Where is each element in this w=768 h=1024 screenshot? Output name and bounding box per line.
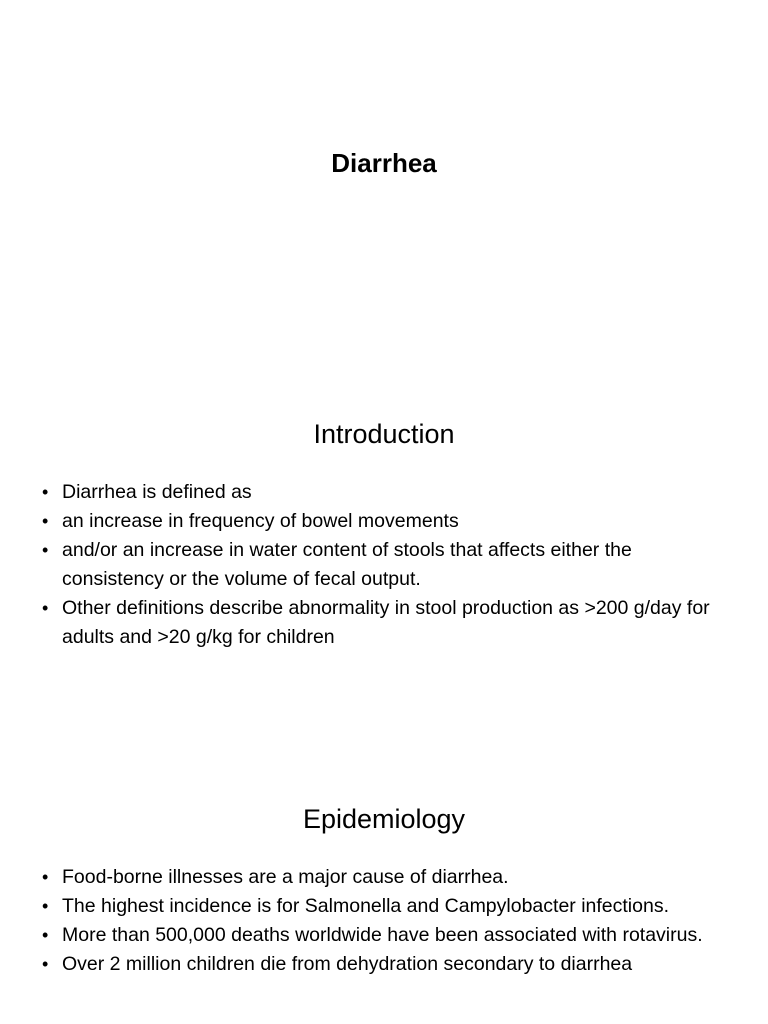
bullet-text: Over 2 million children die from dehydration secondary to diarrhea (62, 953, 633, 975)
bullet-icon: • (42, 954, 49, 974)
bullet-text: an increase in frequency of bowel movements (62, 510, 459, 532)
document-title: Diarrhea (331, 148, 437, 178)
list-item (42, 507, 722, 536)
list-item (42, 892, 722, 921)
bullet-text: More than 500,000 deaths worldwide have been associated with rotavirus. (62, 924, 703, 946)
introduction-heading: Introduction (313, 419, 455, 449)
list-item (42, 594, 722, 652)
bullet-icon: • (42, 511, 49, 531)
bullet-icon: • (42, 925, 49, 945)
bullet-icon: • (42, 482, 49, 502)
epidemiology-bullet-list (42, 863, 722, 979)
bullet-text: The highest incidence is for Salmonella and Campylobacter infections. (62, 895, 669, 917)
list-item (42, 950, 722, 979)
bullet-text: Other definitions describe abnormality in stool production as >200 g/day for adults and >20 g/kg for children (62, 597, 710, 648)
list-item (42, 536, 722, 594)
bullet-text: and/or an increase in water content of stools that affects either the consistency or the volume of fecal output. (62, 539, 632, 590)
introduction-bullet-list (42, 478, 722, 652)
bullet-text: Food-borne illnesses are a major cause of diarrhea. (62, 866, 509, 888)
bullet-icon: • (42, 540, 49, 560)
list-item (42, 478, 722, 507)
bullet-icon: • (42, 896, 49, 916)
bullet-text: Diarrhea is defined as (62, 481, 252, 503)
list-item (42, 921, 722, 950)
bullet-icon: • (42, 598, 49, 618)
epidemiology-heading: Epidemiology (302, 804, 466, 834)
bullet-icon: • (42, 867, 49, 887)
list-item (42, 863, 722, 892)
